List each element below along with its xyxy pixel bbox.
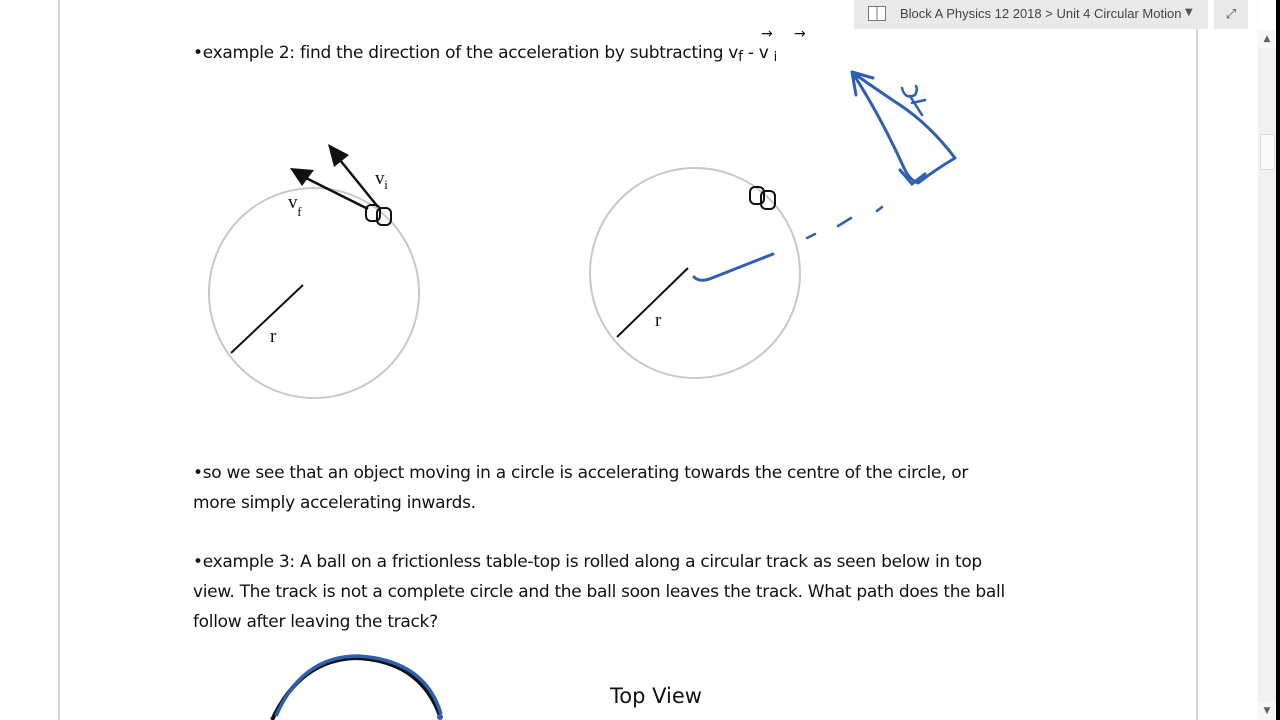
circle-path <box>209 188 419 398</box>
example3-line: follow after leaving the track? <box>193 612 438 632</box>
caret-down-icon[interactable]: ▼ <box>1185 7 1193 18</box>
example3-line: view. The track is not a complete circle and the ball soon leaves the track. What path does the ball <box>193 582 1005 602</box>
track-diagram <box>272 656 443 720</box>
diagram-2 <box>590 72 955 378</box>
label-vi: $v_i$ <box>375 168 388 192</box>
ball-marker <box>437 714 443 720</box>
arrow-up-icon: ▲ <box>1263 34 1271 44</box>
arrow-down-icon: ▼ <box>1263 706 1271 716</box>
breadcrumb[interactable]: Block A Physics 12 2018 > Unit 4 Circular Motion <box>900 6 1182 21</box>
paragraph-line: •so we see that an object moving in a circle is accelerating towards the centre of the circle, or <box>193 463 969 483</box>
circular-track <box>272 658 440 720</box>
vi-arrowhead <box>328 144 349 167</box>
vf-ink-label <box>902 86 925 115</box>
acceleration-ink-stroke <box>694 254 773 280</box>
track-ink-overlay <box>276 656 441 716</box>
expand-arrows-icon: ⤢ <box>1225 7 1237 22</box>
circle-path <box>590 168 800 378</box>
top-view-label: Top View <box>610 684 702 708</box>
example3-line: •example 3: A ball on a frictionless table-top is rolled along a circular track as seen below in top <box>193 552 982 572</box>
example2-text: •example 2: find the direction of the acceleration by subtracting vf - v i <box>193 43 777 65</box>
vector-arrow-vf: → <box>761 26 773 42</box>
radius-line <box>617 268 688 337</box>
vector-arrow-vi: → <box>794 26 806 42</box>
radius-line <box>231 285 303 353</box>
label-r: r <box>655 310 662 331</box>
vi-vector <box>340 160 378 207</box>
vf-ink-arrow <box>852 72 955 183</box>
label-vf: $v_f$ <box>288 192 302 219</box>
paragraph-line: more simply accelerating inwards. <box>193 493 476 513</box>
label-r: r <box>270 326 277 347</box>
dashed-ink-line <box>807 207 882 238</box>
vf-arrowhead <box>290 168 314 186</box>
